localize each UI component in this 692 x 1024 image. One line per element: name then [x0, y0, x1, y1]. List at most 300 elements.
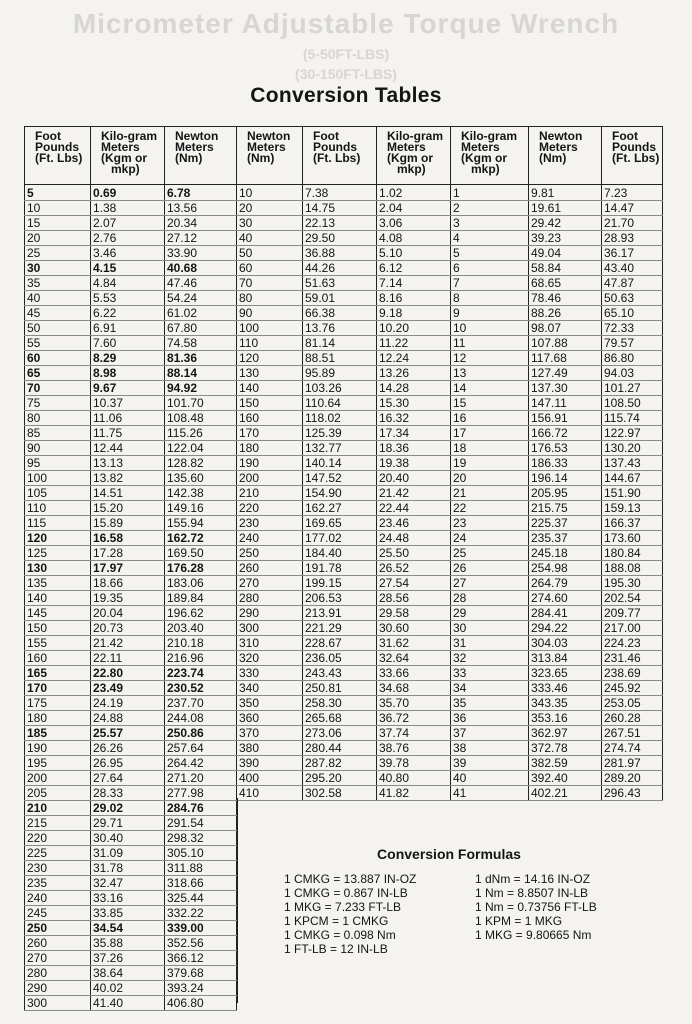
table-cell: 4.08 [377, 231, 451, 246]
table-cell: 140 [237, 381, 303, 396]
table-cell: 34 [451, 681, 529, 696]
table-cell: 154.90 [303, 486, 377, 501]
table-cell: 142.38 [165, 486, 237, 501]
table-cell: 47.87 [602, 276, 663, 291]
table-cell: 17.34 [377, 426, 451, 441]
table-row [25, 306, 663, 321]
column-header [529, 127, 602, 185]
table-cell: 20 [25, 231, 91, 246]
table-cell: 13.56 [165, 201, 237, 216]
table-cell: 162.72 [165, 531, 237, 546]
table-cell: 213.91 [303, 606, 377, 621]
table-cell: 108.50 [602, 396, 663, 411]
table-cell: 38.64 [91, 966, 165, 981]
table-cell: 151.90 [602, 486, 663, 501]
column-header-line: mkp) [397, 162, 426, 176]
table-cell: 199.15 [303, 576, 377, 591]
table-cell: 25 [25, 246, 91, 261]
bleed-through-heading: Micrometer Adjustable Torque Wrench [72, 8, 620, 39]
table-cell: 122.97 [602, 426, 663, 441]
formula-line: 1 KPCM = 1 CMKG [284, 914, 389, 928]
table-row [25, 561, 663, 576]
column-header-line: mkp) [471, 162, 500, 176]
table-cell: 6.91 [91, 321, 165, 336]
table-cell: 140 [25, 591, 91, 606]
table-cell: 18.36 [377, 441, 451, 456]
table-cell: 15.89 [91, 516, 165, 531]
table-cell: 185 [25, 726, 91, 741]
table-cell: 209.77 [602, 606, 663, 621]
table-cell: 8.16 [377, 291, 451, 306]
table-cell: 14 [451, 381, 529, 396]
table-cell: 44.26 [303, 261, 377, 276]
table-cell: 70 [237, 276, 303, 291]
table-cell: 85 [25, 426, 91, 441]
column-header-line: Meters [247, 140, 286, 154]
table-cell: 189.84 [165, 591, 237, 606]
table-row [25, 381, 663, 396]
table-cell: 195.30 [602, 576, 663, 591]
table-cell: 28 [451, 591, 529, 606]
table-cell: 31.62 [377, 636, 451, 651]
table-cell: 19.61 [529, 201, 602, 216]
table-cell: 34.54 [91, 921, 165, 936]
table-cell: 5 [25, 185, 91, 201]
table-cell: 0.69 [91, 185, 165, 201]
formula-line: 1 MKG = 7.233 FT-LB [284, 900, 402, 914]
table-cell: 7.14 [377, 276, 451, 291]
table-cell: 298.32 [165, 831, 237, 846]
column-header-line: (Kgm or [461, 151, 507, 165]
table-cell: 12.44 [91, 441, 165, 456]
table-cell: 22.13 [303, 216, 377, 231]
table-row [25, 501, 663, 516]
table-cell: 264.42 [165, 756, 237, 771]
table-cell: 7.23 [602, 185, 663, 201]
table-cell: 270 [25, 951, 91, 966]
table-cell: 68.65 [529, 276, 602, 291]
formula-line: 1 KPM = 1 MKG [475, 914, 563, 928]
table-cell: 224.23 [602, 636, 663, 651]
table-cell: 115 [25, 516, 91, 531]
table-cell: 79.57 [602, 336, 663, 351]
table-cell: 170 [237, 426, 303, 441]
table-cell: 10 [25, 201, 91, 216]
column-header [377, 127, 451, 185]
table-cell: 74.58 [165, 336, 237, 351]
table-row [25, 531, 663, 546]
table-cell: 88.26 [529, 306, 602, 321]
table-cell: 39.23 [529, 231, 602, 246]
table-cell: 5.10 [377, 246, 451, 261]
table-cell: 160 [25, 651, 91, 666]
table-cell: 277.98 [165, 786, 237, 801]
table-cell: 230.52 [165, 681, 237, 696]
table-cell: 2 [451, 201, 529, 216]
table-cell: 155 [25, 636, 91, 651]
column-header-line: Pounds [35, 140, 79, 154]
table-cell: 313.84 [529, 651, 602, 666]
table-cell: 14.75 [303, 201, 377, 216]
table-cell: 30.40 [91, 831, 165, 846]
table-cell: 26 [451, 561, 529, 576]
table-cell: 80 [237, 291, 303, 306]
table-cell: 9.81 [529, 185, 602, 201]
table-cell: 120 [25, 531, 91, 546]
table-cell: 7.38 [303, 185, 377, 201]
table-cell: 40 [451, 771, 529, 786]
table-cell: 10.20 [377, 321, 451, 336]
table-cell: 330 [237, 666, 303, 681]
table-cell: 27.12 [165, 231, 237, 246]
table-cell: 150 [237, 396, 303, 411]
table-cell: 37.26 [91, 951, 165, 966]
table-cell: 17 [451, 426, 529, 441]
table-cell: 360 [237, 711, 303, 726]
table-cell: 135.60 [165, 471, 237, 486]
table-cell: 80 [25, 411, 91, 426]
column-header-line: (Kgm or [387, 151, 433, 165]
table-row [25, 261, 663, 276]
table-cell: 41.82 [377, 786, 451, 801]
table-row [25, 636, 663, 651]
table-cell: 339.00 [165, 921, 237, 936]
table-cell: 1.02 [377, 185, 451, 201]
table-cell: 147.52 [303, 471, 377, 486]
column-header-line: Kilo-gram [101, 129, 158, 143]
table-cell: 302.58 [303, 786, 377, 801]
table-row [25, 606, 663, 621]
table-cell: 237.70 [165, 696, 237, 711]
table-cell: 223.74 [165, 666, 237, 681]
table-cell: 30 [451, 621, 529, 636]
table-cell: 36.72 [377, 711, 451, 726]
table-cell: 231.46 [602, 651, 663, 666]
table-cell: 33 [451, 666, 529, 681]
table-cell: 343.35 [529, 696, 602, 711]
table-cell: 22.11 [91, 651, 165, 666]
table-cell: 380 [237, 741, 303, 756]
table-cell: 379.68 [165, 966, 237, 981]
table-cell: 59.01 [303, 291, 377, 306]
table-cell: 5.53 [91, 291, 165, 306]
table-cell: 39 [451, 756, 529, 771]
table-cell: 230 [237, 516, 303, 531]
column-header-line: Foot [612, 129, 638, 143]
table-cell: 101.70 [165, 396, 237, 411]
table-cell: 15 [451, 396, 529, 411]
table-cell: 175 [25, 696, 91, 711]
table-cell: 18.66 [91, 576, 165, 591]
table-row [25, 546, 663, 561]
table-cell: 13 [451, 366, 529, 381]
column-header-line: Pounds [313, 140, 357, 154]
table-cell: 34.68 [377, 681, 451, 696]
table-cell: 54.24 [165, 291, 237, 306]
table-cell: 22 [451, 501, 529, 516]
table-cell: 159.13 [602, 501, 663, 516]
table-cell: 228.67 [303, 636, 377, 651]
table-cell: 47.46 [165, 276, 237, 291]
table-cell: 205.95 [529, 486, 602, 501]
table-cell: 296.43 [602, 786, 663, 801]
table-cell: 177.02 [303, 531, 377, 546]
table-cell: 21.42 [91, 636, 165, 651]
table-cell: 94.92 [165, 381, 237, 396]
table-cell: 6 [451, 261, 529, 276]
table-cell: 43.40 [602, 261, 663, 276]
table-cell: 98.07 [529, 321, 602, 336]
table-cell: 38.76 [377, 741, 451, 756]
column-header-line: Meters [101, 140, 140, 154]
table-cell: 260 [237, 561, 303, 576]
table-cell: 295.20 [303, 771, 377, 786]
table-cell: 11.75 [91, 426, 165, 441]
table-cell: 244.08 [165, 711, 237, 726]
table-cell: 258.30 [303, 696, 377, 711]
table-cell: 166.72 [529, 426, 602, 441]
table-cell: 110 [237, 336, 303, 351]
table-cell: 180 [25, 711, 91, 726]
table-cell: 169.50 [165, 546, 237, 561]
table-cell: 130 [237, 366, 303, 381]
table-cell: 78.46 [529, 291, 602, 306]
column-header-line: mkp) [111, 162, 140, 176]
column-header-line: (Kgm or [101, 151, 147, 165]
table-cell: 410 [237, 786, 303, 801]
table-cell: 19.35 [91, 591, 165, 606]
table-cell: 35.88 [91, 936, 165, 951]
table-cell: 150 [25, 621, 91, 636]
table-cell: 26.26 [91, 741, 165, 756]
table-cell: 32.64 [377, 651, 451, 666]
table-cell: 88.51 [303, 351, 377, 366]
table-cell: 305.10 [165, 846, 237, 861]
table-cell: 20.34 [165, 216, 237, 231]
table-cell: 3.06 [377, 216, 451, 231]
table-row [25, 741, 663, 756]
table-cell: 8.29 [91, 351, 165, 366]
table-cell: 311.88 [165, 861, 237, 876]
table-cell: 10 [451, 321, 529, 336]
table-cell: 65.10 [602, 306, 663, 321]
table-cell: 250 [237, 546, 303, 561]
table-cell: 103.26 [303, 381, 377, 396]
table-row [25, 591, 663, 606]
table-cell: 26.95 [91, 756, 165, 771]
table-cell: 40 [237, 231, 303, 246]
table-cell: 240 [25, 891, 91, 906]
table-row [25, 441, 663, 456]
table-cell: 23.46 [377, 516, 451, 531]
table-cell: 221.29 [303, 621, 377, 636]
table-cell: 29.02 [91, 801, 165, 816]
table-cell: 220 [25, 831, 91, 846]
table-cell: 287.82 [303, 756, 377, 771]
table-cell: 94.03 [602, 366, 663, 381]
table-cell: 41 [451, 786, 529, 801]
table-cell: 7 [451, 276, 529, 291]
table-row [25, 411, 663, 426]
table-cell: 88.14 [165, 366, 237, 381]
table-cell: 250.86 [165, 726, 237, 741]
table-cell: 31.78 [91, 861, 165, 876]
table-cell: 13.76 [303, 321, 377, 336]
table-cell: 271.20 [165, 771, 237, 786]
column-header-line: (Nm) [247, 151, 275, 165]
table-cell: 186.33 [529, 456, 602, 471]
table-row [25, 456, 663, 471]
table-row [25, 321, 663, 336]
table-cell: 86.80 [602, 351, 663, 366]
table-cell: 9 [451, 306, 529, 321]
table-cell: 340 [237, 681, 303, 696]
table-row [25, 651, 663, 666]
table-cell: 12 [451, 351, 529, 366]
table-cell: 23.49 [91, 681, 165, 696]
table-cell: 230 [25, 861, 91, 876]
table-cell: 183.06 [165, 576, 237, 591]
table-cell: 140.14 [303, 456, 377, 471]
table-cell: 115.26 [165, 426, 237, 441]
table-cell: 50 [25, 321, 91, 336]
table-cell: 21.42 [377, 486, 451, 501]
table-cell: 61.02 [165, 306, 237, 321]
table-cell: 24.48 [377, 531, 451, 546]
column-header-line: Newton [539, 129, 583, 143]
table-cell: 13.26 [377, 366, 451, 381]
table-cell: 210 [237, 486, 303, 501]
table-cell: 300 [237, 621, 303, 636]
table-cell: 132.77 [303, 441, 377, 456]
table-cell: 24.19 [91, 696, 165, 711]
table-cell: 29.71 [91, 816, 165, 831]
table-cell: 318.66 [165, 876, 237, 891]
table-cell: 28.93 [602, 231, 663, 246]
table-cell: 75 [25, 396, 91, 411]
table-cell: 352.56 [165, 936, 237, 951]
table-cell: 120 [237, 351, 303, 366]
table-cell: 245.92 [602, 681, 663, 696]
table-cell: 14.47 [602, 201, 663, 216]
table-cell: 3.46 [91, 246, 165, 261]
table-cell: 58.84 [529, 261, 602, 276]
table-cell: 90 [25, 441, 91, 456]
table-cell: 7.60 [91, 336, 165, 351]
table-cell: 45 [25, 306, 91, 321]
formula-line: 1 FT-LB = 12 IN-LB [284, 942, 388, 956]
table-row [25, 726, 663, 741]
table-cell: 1.38 [91, 201, 165, 216]
table-cell: 37.74 [377, 726, 451, 741]
table-cell: 108.48 [165, 411, 237, 426]
formulas-left-column [284, 872, 416, 956]
table-cell: 196.14 [529, 471, 602, 486]
table-cell: 107.88 [529, 336, 602, 351]
table-cell: 51.63 [303, 276, 377, 291]
table-row [25, 366, 663, 381]
table-row [25, 396, 663, 411]
column-header-line: Pounds [612, 140, 656, 154]
formula-line: 1 CMKG = 0.867 IN-LB [284, 886, 408, 900]
table-cell: 300 [25, 996, 91, 1011]
table-cell: 36.17 [602, 246, 663, 261]
table-cell: 210.18 [165, 636, 237, 651]
table-cell: 29.58 [377, 606, 451, 621]
table-cell: 29.42 [529, 216, 602, 231]
table-cell: 215.75 [529, 501, 602, 516]
table-cell: 188.08 [602, 561, 663, 576]
table-row [25, 231, 663, 246]
table-row [25, 351, 663, 366]
table-cell: 390 [237, 756, 303, 771]
table-cell: 30 [237, 216, 303, 231]
table-cell: 32 [451, 651, 529, 666]
table-row [25, 756, 663, 771]
bleed-through-range-2: (30-150FT-LBS) [295, 66, 397, 82]
table-cell: 67.80 [165, 321, 237, 336]
table-cell: 110.64 [303, 396, 377, 411]
table-cell: 267.51 [602, 726, 663, 741]
table-cell: 196.62 [165, 606, 237, 621]
table-cell: 40 [25, 291, 91, 306]
table-cell: 130 [25, 561, 91, 576]
table-cell: 35 [451, 696, 529, 711]
column-header [602, 127, 663, 185]
table-cell: 4.15 [91, 261, 165, 276]
table-cell: 11.06 [91, 411, 165, 426]
table-cell: 66.38 [303, 306, 377, 321]
table-cell: 22.80 [91, 666, 165, 681]
table-cell: 125 [25, 546, 91, 561]
table-cell: 176.53 [529, 441, 602, 456]
table-cell: 128.82 [165, 456, 237, 471]
table-cell: 243.43 [303, 666, 377, 681]
table-cell: 100 [237, 321, 303, 336]
table-cell: 281.97 [602, 756, 663, 771]
table-cell: 23 [451, 516, 529, 531]
table-cell: 290 [237, 606, 303, 621]
table-cell: 20.04 [91, 606, 165, 621]
table-cell: 260 [25, 936, 91, 951]
table-cell: 274.60 [529, 591, 602, 606]
table-cell: 200 [237, 471, 303, 486]
table-cell: 145 [25, 606, 91, 621]
table-cell: 81.36 [165, 351, 237, 366]
table-cell: 149.16 [165, 501, 237, 516]
table-cell: 294.22 [529, 621, 602, 636]
table-cell: 6.12 [377, 261, 451, 276]
table-cell: 122.04 [165, 441, 237, 456]
table-cell: 353.16 [529, 711, 602, 726]
table-cell: 323.65 [529, 666, 602, 681]
table-cell: 32.47 [91, 876, 165, 891]
table-cell: 184.40 [303, 546, 377, 561]
column-header-line: Meters [539, 140, 578, 154]
column-header-line: Newton [247, 129, 291, 143]
column-header-line: (Ft. Lbs) [612, 151, 660, 165]
conversion-formulas-panel [237, 798, 660, 1003]
table-row [25, 216, 663, 231]
formulas-right-column [475, 872, 597, 942]
table-cell: 110 [25, 501, 91, 516]
formula-line: 1 dNm = 14.16 IN-OZ [475, 872, 591, 886]
column-header [91, 127, 165, 185]
bleed-through-range-1: (5-50FT-LBS) [302, 46, 390, 62]
table-row [25, 576, 663, 591]
column-header-line: (Ft. Lbs) [35, 151, 83, 165]
table-row [25, 426, 663, 441]
